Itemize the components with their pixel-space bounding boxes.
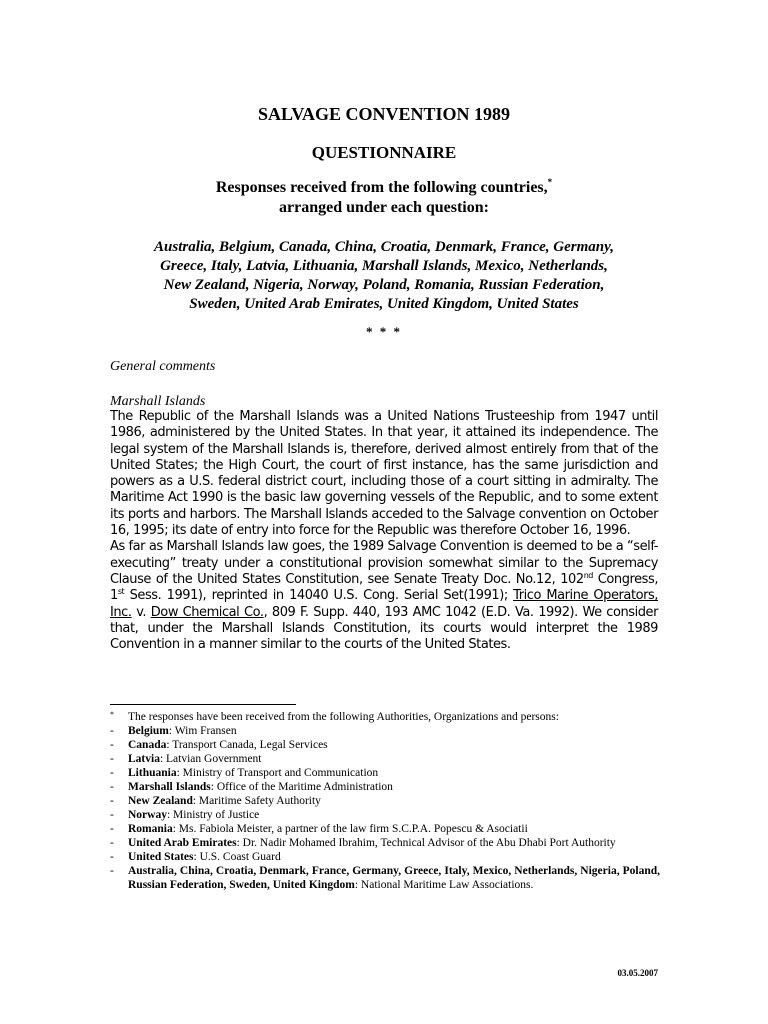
footnote-authority: : Maritime Safety Authority	[192, 795, 321, 807]
document-date: 03.05.2007	[617, 968, 658, 978]
footnote-item	[108, 836, 660, 850]
footnote-country: Lithuania	[128, 767, 177, 779]
footnote-item	[108, 766, 660, 780]
footnote-item	[108, 850, 660, 864]
country-line: Sweden, United Arab Emirates, United Kingdom, United States	[189, 296, 579, 312]
footnote-authority: : Ministry of Transport and Communication	[176, 767, 379, 779]
case-name-dow: Dow Chemical Co.	[150, 604, 264, 620]
footnote-authority: : U.S. Coast Guard	[193, 851, 281, 863]
footnote-divider	[110, 704, 296, 705]
footnote-item	[108, 864, 660, 892]
footnote-authority: : Wim Fransen	[168, 725, 237, 737]
footnote-marker: *	[110, 710, 114, 719]
section-separator: * * *	[366, 324, 402, 339]
footnote-item	[108, 794, 660, 808]
paragraph-2-text: As far as Marshall Islands law goes, the 1989 Salvage Convention is deemed to be a “self-executing” treaty under a constitutional provision somewhat similar to the Supremacy Clause of the United States Constitution, see Senate Treaty Doc. No.12, 102	[110, 539, 658, 587]
footnote-country: Canada	[128, 739, 167, 751]
paragraph-1: The Republic of the Marshall Islands was a United Nations Trusteeship from 1947 until 1986, administered by the United States. In that year, it attained its independence. The legal system of the Marshall Islands is, therefore, derived almost entirely from that of the United States; the High Court, the court of first instance, has the same jurisdiction and powers as a U.S. federal district court, including those of a court sitting in admiralty. The Maritime Act 1990 is the basic law governing vessels of the Republic, and to some extent its ports and harbors. The Marshall Islands acceded to the Salvage convention on October 16, 1995; its date of entry into force for the Republic was therefore October 16, 1996.	[110, 409, 658, 539]
country-line: Australia, Belgium, Canada, China, Croatia, Denmark, France, Germany,	[154, 239, 614, 255]
paragraph-2-text: , 809 F. Supp. 440, 193 AMC 1042 (E.D. Va. 1992). We consider that, under the Marshall Islands Constitution, its courts would interpret the 1989 Convention in a manner similar to the courts of the United States.	[110, 604, 658, 653]
footnote-authority: : Transport Canada, Legal Services	[166, 739, 328, 751]
responses-heading	[0, 178, 768, 218]
footnote-country: United States	[128, 851, 194, 863]
footnote-item	[108, 752, 660, 766]
paragraph-2-text: Sess. 1991), reprinted in 14040 U.S. Cong. Serial Set(1991);	[124, 588, 514, 604]
footnote-item	[108, 738, 660, 752]
footnote-item	[108, 724, 660, 738]
footnote-item	[108, 780, 660, 794]
responses-line-2: arranged under each question:	[279, 199, 489, 216]
document-subtitle: QUESTIONNAIRE	[311, 143, 457, 162]
footnote-authority: : Office of the Maritime Administration	[210, 781, 393, 793]
footnote-item	[108, 822, 660, 836]
footnote-country: Australia, China, Croatia, Denmark, France, Germany, Greece, Italy, Mexico, Netherlands, Nigeria, Poland, Russian Federation, Sweden, United Kingdom	[128, 865, 660, 891]
superscript: nd	[583, 570, 593, 580]
footnote-reference: *	[547, 177, 553, 187]
footnote-intro-text: The responses have been received from the following Authorities, Organizations and persons:	[128, 711, 559, 723]
footnote-list	[108, 724, 660, 892]
footnote-item	[108, 808, 660, 822]
paragraph-2-text: Congress, 1	[110, 571, 659, 604]
footnotes	[108, 710, 660, 892]
footnote-intro	[108, 710, 660, 724]
country-list	[110, 238, 658, 314]
case-name-trico: Trico Marine Operators, Inc.	[110, 588, 658, 620]
superscript: st	[117, 587, 125, 597]
country-line: New Zealand, Nigeria, Norway, Poland, Romania, Russian Federation,	[163, 277, 605, 293]
document-title: SALVAGE CONVENTION 1989	[257, 104, 511, 124]
paragraph-2-text: v.	[131, 604, 151, 620]
section-heading-marshall-islands: Marshall Islands	[110, 394, 206, 409]
footnote-authority: : Ms. Fabiola Meister, a partner of the law firm S.C.P.A. Popescu & Asociatii	[172, 823, 528, 835]
footnote-authority: : Dr. Nadir Mohamed Ibrahim, Technical Advisor of the Abu Dhabi Port Authority	[236, 837, 616, 849]
footnote-country: Marshall Islands	[128, 781, 211, 793]
general-comments-heading: General comments	[110, 359, 216, 374]
country-line: Greece, Italy, Latvia, Lithuania, Marshall Islands, Mexico, Netherlands,	[160, 258, 608, 274]
footnote-authority: : National Maritime Law Associations.	[354, 879, 534, 891]
footnote-country: United Arab Emirates	[128, 837, 237, 849]
footnote-country: Romania	[128, 823, 173, 835]
footnote-country: New Zealand	[128, 795, 193, 807]
footnote-country: Norway	[128, 809, 167, 821]
paragraph-2	[110, 539, 658, 653]
footnote-authority: : Ministry of Justice	[166, 809, 260, 821]
footnote-country: Belgium	[128, 725, 169, 737]
footnote-country: Latvia	[128, 753, 160, 765]
body-text	[110, 409, 658, 653]
footnote-authority: : Latvian Government	[159, 753, 262, 765]
responses-line-1: Responses received from the following countries,	[215, 179, 548, 196]
